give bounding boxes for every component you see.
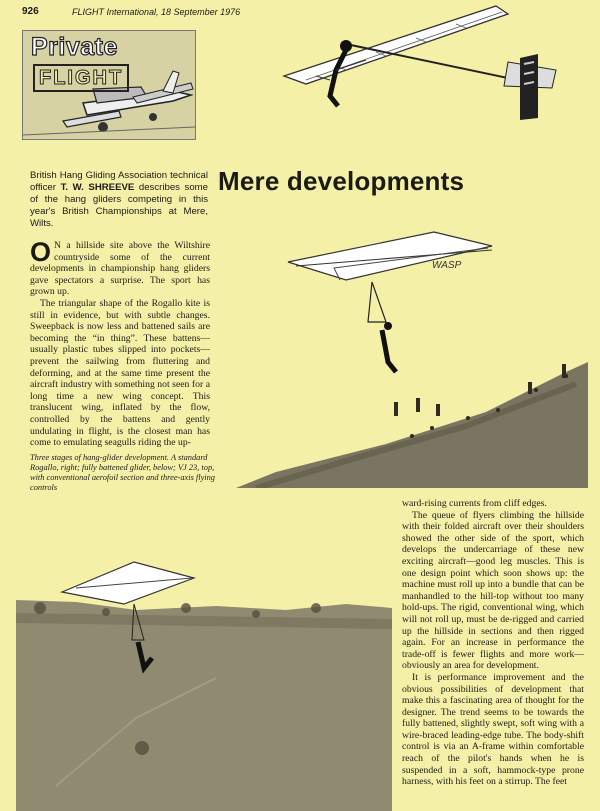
article-column-2 xyxy=(402,498,584,788)
headline: Mere developments xyxy=(218,166,465,196)
rogallo-photo xyxy=(236,222,588,488)
private-flight-logo xyxy=(22,30,196,140)
logo-private-text: Private xyxy=(31,33,118,61)
logo-flight-text: FLIGHT xyxy=(33,64,129,92)
standfirst xyxy=(30,170,208,230)
paragraph-1-text: N a hillside site above the Wiltshire countryside some of the current developments in championship hang gliders gave spectators a surprise. The sport has grown up. xyxy=(30,240,210,298)
paragraph-2: The triangular shape of the Rogallo kite is still in evidence, but with subtle changes. Sweepback is now less and battened sails are becoming the “in thing”. These battens—usually plastic tubes slipped into pockets—prevent the sailwing from fluttering and deforming, and at the same time present the aircraft industry with something not seen for a long time a new wing concept. This translucent wing, inflated by the flow, controlled by the battens and gently undulating in flight, is the closest man has come to emulating seagulls riding the up- xyxy=(30,297,210,449)
paragraph-4: The queue of flyers climbing the hillside with their folded aircraft over their shoulders showed the other side of the sport, which develops the undercarriage of these new exciting aircraft—good leg muscles. This is one design point which soon shows up: the machine must roll up into a bundle that can be manhandled to the hill-top without too many hold-ups. The rigid, conventional wing, which will not roll up, must be de-rigged and carried up the hillside in sections and then rigged again. For an increase in performance the trade-off is fewer flights and more work—obviously an area for development. xyxy=(402,509,584,672)
paragraph-3: ward-rising currents from cliff edges. xyxy=(402,498,547,509)
running-head: FLIGHT International, 18 September 1976 xyxy=(72,7,241,17)
paragraph-5: It is performance improvement and the obvious possibilities of development that make this a fascinating area of thought for the designer. The trend seems to be towards the fully battened, slightly swept, soft wing with a wire-braced leading-edge tube. The body-shift control is via an A-frame within comfortable reach of the pilot's hands when he is suspended in a soft, hammock-type prone harness, with his feet on a stirrup. The feet xyxy=(402,671,584,788)
standfirst-lead: British Hang Gliding Association technical officer xyxy=(30,170,208,193)
drop-cap: O xyxy=(30,237,52,267)
page-number: 926 xyxy=(22,6,39,17)
vj23-glider-photo xyxy=(276,0,586,128)
standfirst-tail: describes some of the hang gliders competing in this year's British Championships at Mere, Wilts. xyxy=(30,182,209,229)
author-name: T. W. SHREEVE xyxy=(60,182,135,193)
article-column-1 xyxy=(30,237,210,449)
sail-marking: WASP xyxy=(432,260,462,271)
paragraph-1 xyxy=(30,237,210,298)
battened-glider-photo xyxy=(16,548,392,811)
photo-caption: Three stages of hang-glider development. A standard Rogallo, right; fully battened glider, below; VJ 23, top, with conventional aerofoil section and three-axis flying controls xyxy=(30,453,215,492)
